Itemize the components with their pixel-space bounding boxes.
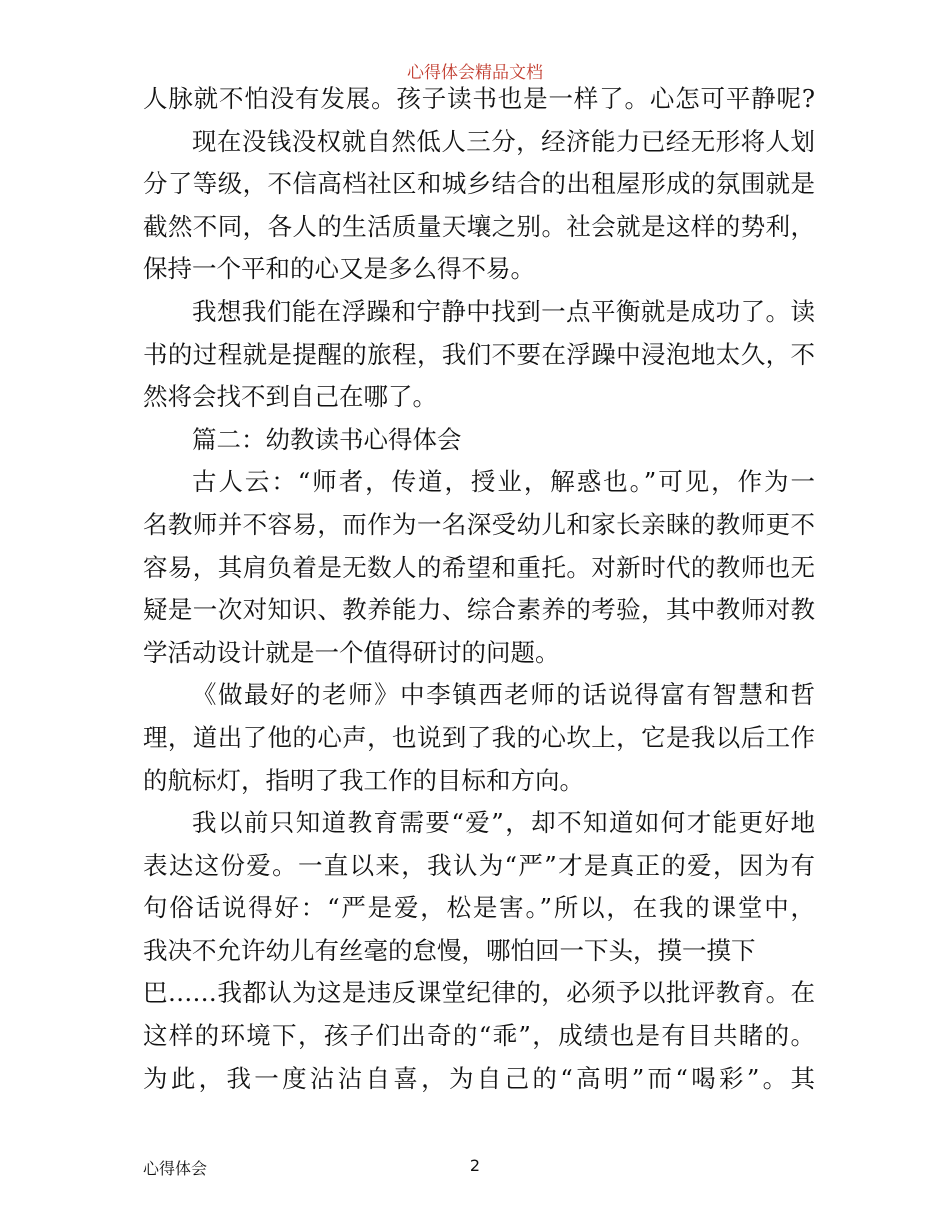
text-line: 我想我们能在浮躁和宁静中找到一点平衡就是成功了。读 [192,296,815,326]
section-heading: 篇二：幼教读书心得体会 [192,424,462,454]
text-line: 我决不允许幼儿有丝毫的怠慢，哪怕回一下头，摸一摸下 [143,935,756,965]
page-number: 2 [469,1156,481,1175]
text-line: 《做最好的老师》中李镇西老师的话说得富有智慧和哲 [192,680,815,710]
text-line: 保持一个平和的心又是多么得不易。 [143,254,535,284]
text-line: 名教师并不容易，而作为一名深受幼儿和家长亲睐的教师更不 [143,509,815,539]
text-line: 人脉就不怕没有发展。孩子读书也是一样了。心怎可平静呢? [143,84,815,113]
text-line: 分了等级，不信高档社区和城乡结合的出租屋形成的氛围就是 [143,169,815,199]
text-line: 古人云：“师者，传道，授业，解惑也。”可见，作为一 [192,467,815,497]
document-body [143,78,815,1100]
text-line: 现在没钱没权就自然低人三分，经济能力已经无形将人划 [192,126,815,156]
document-header-title: 心得体会精品文档 [407,63,543,83]
text-line: 这样的环境下，孩子们出奇的“乖”，成绩也是有目共睹的。 [143,1021,815,1051]
footer-label: 心得体会 [143,1159,208,1178]
text-line: 然将会找不到自己在哪了。 [143,382,437,412]
text-line: 的航标灯，指明了我工作的目标和方向。 [143,765,584,795]
text-line: 疑是一次对知识、教养能力、综合素养的考验，其中教师对教 [143,595,815,625]
text-line: 学活动设计就是一个值得研讨的问题。 [143,637,560,667]
text-line: 我以前只知道教育需要“爱”，却不知道如何才能更好地 [192,808,815,838]
text-line: 表达这份爱。一直以来，我认为“严”才是真正的爱，因为有 [143,850,815,880]
text-line: 句俗话说得好：“严是爱，松是害。”所以，在我的课堂中， [143,893,815,923]
text-line: 容易，其肩负着是无数人的希望和重托。对新时代的教师也无 [143,552,815,582]
text-line: 书的过程就是提醒的旅程，我们不要在浮躁中浸泡地太久，不 [143,339,815,369]
text-line: 截然不同，各人的生活质量天壤之别。社会就是这样的势利， [143,211,815,241]
text-line: 为此，我一度沾沾自喜，为自己的“高明”而“喝彩”。其 [143,1063,815,1093]
text-line: 理，道出了他的心声，也说到了我的心坎上，它是我以后工作 [143,722,815,752]
text-line: 巴……我都认为这是违反课堂纪律的，必须予以批评教育。在 [143,978,815,1008]
